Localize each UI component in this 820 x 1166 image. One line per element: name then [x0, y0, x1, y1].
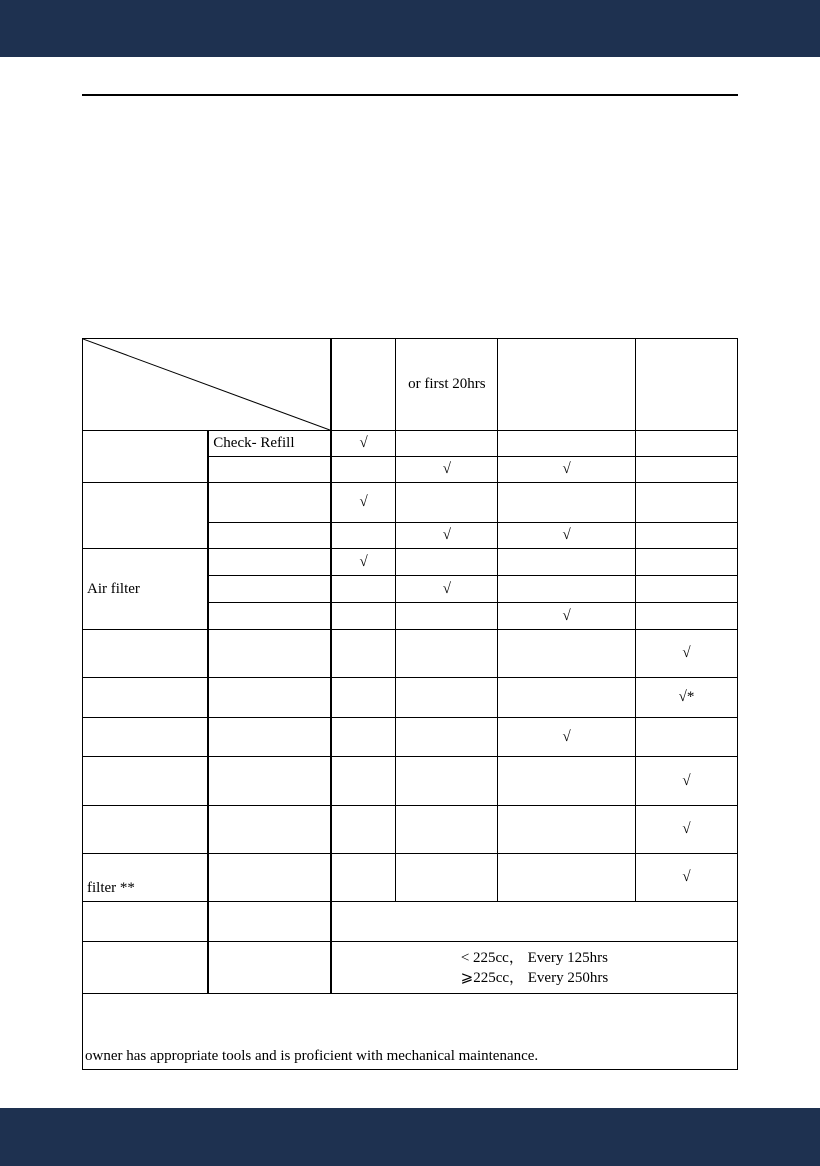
sub-cell — [208, 483, 331, 523]
empty-cell — [636, 483, 738, 523]
table-header-row — [83, 339, 738, 431]
check-mark: √ — [636, 854, 738, 902]
header-band — [0, 0, 820, 57]
item-cell — [83, 678, 209, 718]
empty-cell — [396, 431, 498, 457]
sub-cell — [208, 854, 331, 902]
check-mark: √ — [331, 549, 396, 576]
header-col-4 — [636, 339, 738, 431]
empty-cell — [396, 549, 498, 576]
item-cell — [83, 718, 209, 757]
item-cell-air-filter: Air filter — [83, 549, 209, 630]
check-mark: √ — [636, 806, 738, 854]
table-row — [83, 806, 738, 854]
empty-cell — [331, 630, 396, 678]
empty-cell — [498, 757, 636, 806]
empty-cell — [331, 576, 396, 603]
empty-cell — [396, 854, 498, 902]
table-row — [83, 902, 738, 942]
header-diagonal-cell — [83, 339, 331, 431]
table-row — [83, 630, 738, 678]
empty-cell — [331, 603, 396, 630]
empty-cell — [636, 576, 738, 603]
empty-cell — [636, 603, 738, 630]
item-cell — [83, 431, 209, 483]
item-cell — [83, 757, 209, 806]
empty-cell — [396, 678, 498, 718]
empty-cell — [498, 678, 636, 718]
empty-cell — [331, 806, 396, 854]
check-mark: √ — [396, 576, 498, 603]
table-row — [83, 483, 738, 523]
empty-cell — [331, 718, 396, 757]
empty-cell — [396, 806, 498, 854]
check-mark: √ — [636, 630, 738, 678]
empty-cell — [498, 483, 636, 523]
note-text: owner has appropriate tools and is proficient with mechanical maintenance. — [83, 994, 738, 1070]
empty-cell — [498, 431, 636, 457]
table-row — [83, 854, 738, 902]
maintenance-schedule-table — [82, 338, 738, 1070]
table-row — [83, 757, 738, 806]
check-mark-star: √* — [636, 678, 738, 718]
empty-cell — [636, 431, 738, 457]
empty-cell — [498, 806, 636, 854]
empty-cell — [396, 757, 498, 806]
check-mark: √ — [498, 523, 636, 549]
item-cell — [83, 483, 209, 549]
interval-cell — [331, 942, 738, 994]
table-row — [83, 678, 738, 718]
sub-cell — [208, 630, 331, 678]
empty-cell — [636, 718, 738, 757]
item-cell — [83, 806, 209, 854]
item-cell — [83, 902, 209, 942]
sub-cell: Check- Refill — [208, 431, 331, 457]
check-mark: √ — [498, 457, 636, 483]
sub-cell — [208, 902, 331, 942]
note-row — [83, 994, 738, 1070]
item-cell — [83, 942, 209, 994]
sub-cell — [208, 523, 331, 549]
sub-cell — [208, 457, 331, 483]
empty-cell — [636, 457, 738, 483]
empty-cell — [498, 630, 636, 678]
interval-line-2: ⩾225cc， Every 250hrs — [460, 969, 609, 986]
check-mark: √ — [396, 457, 498, 483]
empty-cell — [331, 457, 396, 483]
sub-cell — [208, 678, 331, 718]
empty-cell — [396, 483, 498, 523]
table-row — [83, 942, 738, 994]
empty-cell — [396, 718, 498, 757]
empty-cell — [331, 678, 396, 718]
empty-cell — [331, 523, 396, 549]
header-col-2: or first 20hrs — [396, 339, 498, 431]
footer-band — [0, 1108, 820, 1166]
empty-cell — [498, 854, 636, 902]
item-cell — [83, 630, 209, 678]
empty-cell — [331, 854, 396, 902]
item-cell-filter: filter ** — [83, 854, 209, 902]
header-col-1 — [331, 339, 396, 431]
empty-cell — [331, 757, 396, 806]
interval-line-1: < 225cc， Every 125hrs — [460, 949, 608, 966]
sub-cell — [208, 603, 331, 630]
check-mark: √ — [498, 718, 636, 757]
header-rule — [82, 94, 738, 96]
sub-cell — [208, 806, 331, 854]
check-mark: √ — [331, 483, 396, 523]
sub-cell — [208, 757, 331, 806]
table-row — [83, 549, 738, 576]
diagonal-line — [83, 339, 330, 430]
sub-cell — [208, 718, 331, 757]
empty-cell — [498, 576, 636, 603]
empty-cell — [498, 549, 636, 576]
merged-cell — [331, 902, 738, 942]
empty-cell — [636, 549, 738, 576]
header-col-3 — [498, 339, 636, 431]
sub-cell — [208, 576, 331, 603]
table-row — [83, 718, 738, 757]
check-mark: √ — [331, 431, 396, 457]
empty-cell — [636, 523, 738, 549]
empty-cell — [396, 630, 498, 678]
empty-cell — [396, 603, 498, 630]
check-mark: √ — [636, 757, 738, 806]
check-mark: √ — [498, 603, 636, 630]
sub-cell — [208, 942, 331, 994]
table-row — [83, 431, 738, 457]
sub-cell — [208, 549, 331, 576]
check-mark: √ — [396, 523, 498, 549]
